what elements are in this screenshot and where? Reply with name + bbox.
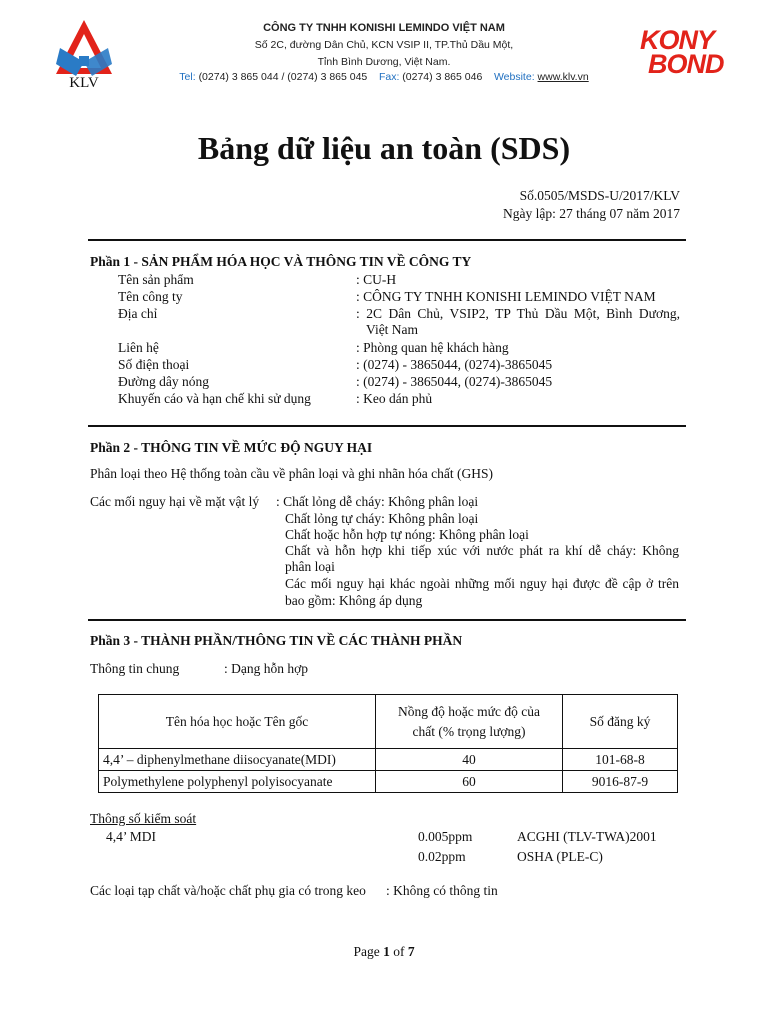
page-of: of: [393, 944, 405, 959]
impurities-value: : Không có thông tin: [386, 883, 498, 898]
table-header-row: [99, 695, 678, 749]
document-title: Bảng dữ liệu an toàn (SDS): [197, 130, 571, 166]
registration-cell: 101-68-8: [563, 749, 678, 771]
brand-line2: BOND: [648, 49, 724, 79]
fax-value: (0274) 3 865 046: [402, 71, 483, 83]
page-total: 7: [407, 944, 415, 959]
header-concentration-line1: Nồng độ hoặc mức độ của: [398, 703, 540, 719]
control-value-1: 0.005ppm: [418, 829, 473, 844]
composition-table: [98, 694, 678, 793]
header-chemical-name: Tên hóa học hoặc Tên gốc: [99, 695, 376, 749]
address-value-line2: Việt Nam: [366, 322, 419, 337]
section3-title: Phần 3 - THÀNH PHẦN/THÔNG TIN VỀ CÁC THÀNH PHẦN: [90, 633, 463, 648]
section2-title: Phần 2 - THÔNG TIN VỀ MỨC ĐỘ NGUY HẠI: [90, 440, 373, 455]
contact-value: : Phòng quan hệ khách hàng: [356, 340, 509, 355]
general-info-value: : Dạng hỗn hợp: [224, 661, 309, 676]
header-registration: Số đăng ký: [563, 695, 678, 749]
document-number: Số.0505/MSDS-U/2017/KLV: [519, 188, 680, 203]
section1-title: Phần 1 - SẢN PHẨM HÓA HỌC VÀ THÔNG TIN VỀ CÔNG TY: [90, 254, 472, 269]
hotline-value: : (0274) - 3865044, (0274)-3865045: [356, 374, 553, 389]
control-value-2: 0.02ppm: [418, 849, 466, 864]
phone-value: : (0274) - 3865044, (0274)-3865045: [356, 357, 553, 372]
address-label: Địa chỉ: [118, 306, 158, 321]
website-label: Website:: [493, 71, 535, 83]
hazard-self-heating: Chất hoặc hỗn hợp tự nóng: Không phân loại: [285, 527, 529, 542]
concentration-cell: 40: [376, 749, 563, 771]
kony-bond-logo: [640, 25, 750, 79]
tel-value: (0274) 3 865 044 / (0274) 3 865 045: [198, 71, 368, 83]
page-number: 1: [383, 944, 390, 959]
logo-text: KLV: [69, 75, 99, 91]
control-item: 4,4’ MDI: [106, 829, 156, 844]
product-name-value: : CU-H: [356, 272, 397, 287]
general-info-label: Thông tin chung: [90, 661, 180, 676]
hazard-water-reactive: Chất và hỗn hợp khi tiếp xúc với nước phát ra khí dễ cháy: Không: [285, 543, 679, 558]
page-prefix: Page: [353, 944, 380, 959]
physical-hazard-label: Các mối nguy hại về mặt vật lý: [90, 494, 260, 509]
concentration-cell: 60: [376, 771, 563, 793]
header-concentration-line2: chất (% trọng lượng): [412, 723, 526, 739]
impurities-label: Các loại tạp chất và/hoặc chất phụ gia có trong keo: [90, 883, 366, 898]
tel-label: Tel:: [179, 71, 196, 83]
section3-divider: [88, 619, 686, 621]
company-name-label: Tên công ty: [118, 289, 183, 304]
ghs-intro: Phân loại theo Hệ thống toàn cầu về phân loại và ghi nhãn hóa chất (GHS): [90, 466, 494, 481]
header-concentration: [376, 695, 563, 749]
company-address-line1: Số 2C, đường Dân Chủ, KCN VSIP II, TP.Thủ Dầu Một,: [254, 39, 514, 51]
table-row: [99, 771, 678, 793]
control-standard-2: OSHA (PLE-C): [517, 849, 603, 864]
table-row: [99, 749, 678, 771]
fax-label: Fax:: [378, 71, 400, 83]
chemical-name-cell: 4,4’ – diphenylmethane diisocyanate(MDI): [99, 749, 376, 771]
hazard-other-line2: bao gồm: Không áp dụng: [285, 593, 423, 608]
hazard-flammable-liquid: : Chất lỏng dễ cháy: Không phân loại: [276, 494, 479, 509]
hazard-water-reactive-line2: phân loại: [285, 559, 335, 574]
usage-label: Khuyến cáo và hạn chế khi sử dụng: [118, 391, 311, 406]
control-standard-1: ACGHI (TLV-TWA)2001: [517, 829, 657, 844]
usage-value: : Keo dán phủ: [356, 391, 433, 406]
contact-label: Liên hệ: [118, 340, 159, 355]
section2-divider: [88, 425, 686, 427]
company-address-line2: Tỉnh Bình Dương, Việt Nam.: [317, 56, 451, 68]
company-name-value: : CÔNG TY TNHH KONISHI LEMINDO VIỆT NAM: [356, 289, 656, 304]
brand-line1: KONY: [640, 25, 715, 55]
chemical-name-cell: Polymethylene polyphenyl polyisocyanate: [99, 771, 376, 793]
document-date: Ngày lập: 27 tháng 07 năm 2017: [503, 206, 680, 221]
hazard-pyrophoric-liquid: Chất lỏng tự cháy: Không phân loại: [285, 511, 479, 526]
hotline-label: Đường dây nóng: [118, 374, 209, 389]
registration-cell: 9016-87-9: [563, 771, 678, 793]
control-params-title: Thông số kiểm soát: [90, 811, 197, 826]
company-name: CÔNG TY TNHH KONISHI LEMINDO VIỆT NAM: [263, 22, 505, 34]
page-footer: [0, 944, 768, 960]
phone-label: Số điện thoại: [118, 357, 190, 372]
product-name-label: Tên sản phẩm: [118, 272, 194, 287]
hazard-other: Các mối nguy hại khác ngoài những mối nguy hại được đề cập ở trên: [285, 576, 679, 591]
address-value: : 2C Dân Chủ, VSIP2, TP Thủ Dầu Một, Bình Dương,: [356, 306, 680, 321]
section1-divider: [88, 239, 686, 241]
website-link[interactable]: www.klv.vn: [537, 71, 589, 83]
